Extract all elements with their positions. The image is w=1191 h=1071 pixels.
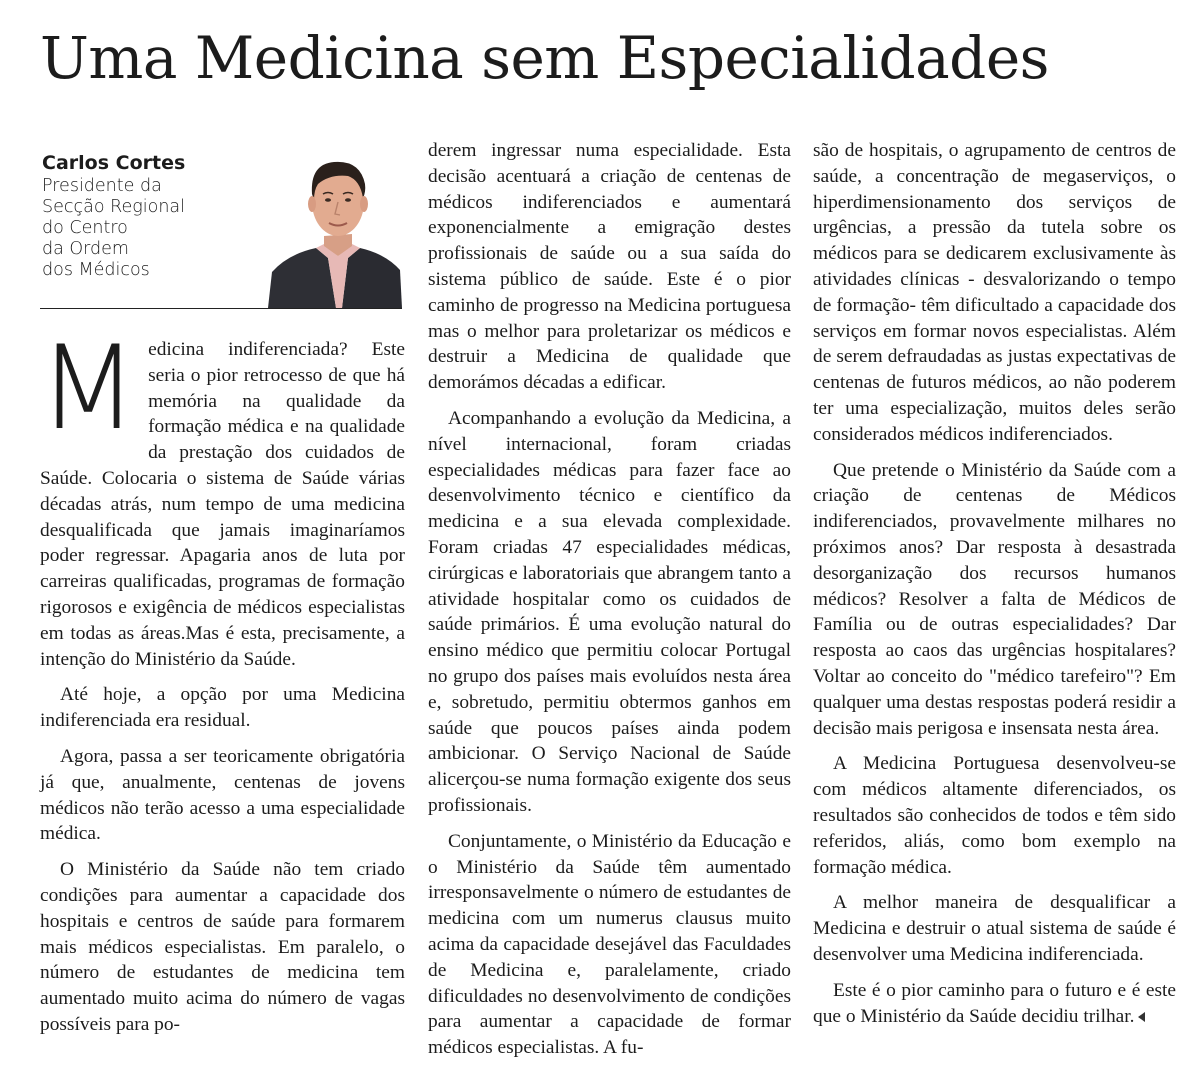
article-paragraph: derem ingressar numa especialidade. Esta decisão acentuará a criação de centenas de médicos indiferenciados e aumentará exponencialmente a emigração destes profissionais de saúde ou a sua saída do sistema público de saúde. Este é o pior caminho de progresso na Medicina portuguesa mas o melhor para proletarizar os médicos e destruir a Medicina de qualidade que demorámos décadas a edificar.: [428, 140, 791, 394]
article-paragraph: são de hospitais, o agrupamento de centros de saúde, a concentração de megaserviços, o hiperdimensionamento dos serviços de urgências, a pressão da tutela sobre os médicos para se dedicarem exclusivamente às atividades clínicas - desvalorizando o tempo de formação- têm dificultado a capacidade dos serviços em formar novos especialistas. Além de serem defraudadas as justas expectativas de centenas de futuros médicos, ao não poderem ter uma especialização, muitos deles serão considerados médicos indiferenciados.: [813, 140, 1176, 445]
article-paragraph: A melhor maneira de desqualificar a Medicina e destruir o atual sistema de saúde é desenvolver uma Medicina indiferenciada.: [813, 892, 1176, 965]
article-column-1: [38, 321, 405, 1048]
article-paragraph: Conjuntamente, o Ministério da Educação e o Ministério da Saúde têm aumentado irresponsavelmente o número de estudantes de medicina com um numerus clausus muito acima da capacidade desejável das Faculdades de Medicina e, paralelamente, criado dificuldades no desenvolvimento de condições para aumentar a capacidade de formar médicos especialistas. A fu-: [428, 830, 791, 1059]
article-column-3: [813, 138, 1176, 1039]
article-paragraph: Que pretende o Ministério da Saúde com a criação de centenas de Médicos indiferenciados, provavelmente milhares no próximos anos? Dar resposta à desastrada desorganização dos recursos humanos médicos? Resolver a falta de Médicos de Família ou de outras especialidades? Dar resposta ao caos das urgências hospitalares? Voltar ao conceito do "médico tarefeiro"? Em qualquer uma destas respostas poderá residir a decisão mais perigosa e insensata nesta área.: [813, 459, 1176, 739]
article-paragraph: [38, 321, 405, 672]
article-headline: Uma Medicina sem Especialidades: [40, 24, 1049, 92]
article-column-2: [428, 138, 791, 1071]
article-paragraph: Agora, passa a ser teoricamente obrigatória já que, anualmente, centenas de jovens médicos não terão acesso a uma especialidade médica.: [40, 745, 405, 845]
author-role-line: dos Médicos: [42, 260, 150, 280]
paragraph-text: Este é o pior caminho para o futuro e é este que o Ministério da Saúde decidiu trilhar.: [813, 979, 1176, 1027]
author-role-line: do Centro: [42, 218, 128, 238]
paragraph-text: edicina indiferenciada? Este seria o pior retrocesso de que há memória na qualidade da formação médica e na qualidade da prestação dos cuidados de Saúde. Colocaria o sistema de Saúde várias décadas atrás, num tempo de uma medicina desqualificada que jamais imaginaríamos poder regressar. Apagaria anos de luta por carreiras qualificadas, programas de formação rigorosos e exigência de médicos especialistas em todas as áreas.Mas é esta, precisamente, a intenção do Ministério da Saúde.: [40, 339, 405, 670]
author-role-line: Secção Regional: [42, 197, 185, 217]
article-paragraph: Até hoje, a opção por uma Medicina indiferenciada era residual.: [40, 684, 405, 732]
author-name: Carlos Cortes: [42, 152, 186, 174]
author-role-line: Presidente da: [42, 176, 162, 196]
article-paragraph: A Medicina Portuguesa desenvolveu-se com médicos altamente diferenciados, os resultados são conhecidos de todos e têm sido referidos, aliás, como bom exemplo na formação médica.: [813, 753, 1176, 878]
author-box: [40, 140, 402, 309]
article-paragraph: Acompanhando a evolução da Medicina, a nível internacional, foram criadas especialidades médicas para fazer face ao desenvolvimento técnico e científico da medicina e a sua elevada complexidade. Foram criadas 47 especialidades médicas, cirúrgicas e laboratoriais que abrangem tanto a atividade hospitalar como os cuidados de saúde primários. É uma evolução natural do ensino médico que permitiu colocar Portugal no grupo dos países mais evoluídos nesta área e, sobretudo, permitiu obtermos ganhos em saúde que poucos países ainda podem ambicionar. O Serviço Nacional de Saúde alicerçou-se numa formação exigente dos seus profissionais.: [428, 407, 791, 816]
drop-cap: M: [38, 321, 139, 456]
author-role: [42, 176, 242, 281]
end-of-article-icon: [1138, 1012, 1145, 1022]
author-role-line: da Ordem: [42, 239, 129, 259]
article-paragraph: O Ministério da Saúde não tem criado condições para aumentar a capacidade dos hospitais e centros de saúde para formarem mais médicos especialistas. Em paralelo, o número de estudantes de medicina tem aumentado muito acima do número de vagas possíveis para po-: [40, 859, 405, 1035]
article-paragraph: [813, 978, 1176, 1030]
author-portrait: [268, 140, 402, 308]
